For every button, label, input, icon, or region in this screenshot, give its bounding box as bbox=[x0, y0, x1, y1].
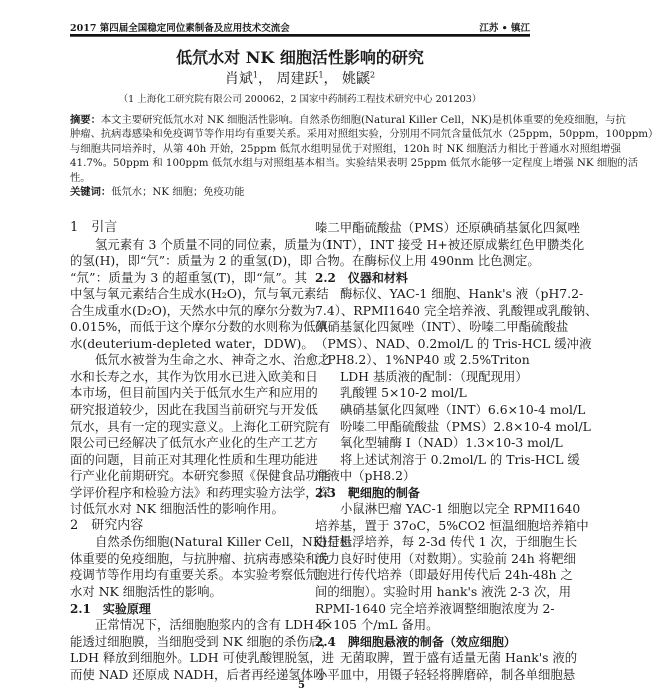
body-text-line: 氘水，具有一定的现实意义。上海化工研究院有 bbox=[70, 418, 331, 434]
subsection-heading: 2.3 靶细胞的制备 bbox=[315, 485, 420, 500]
body-text-line: 低氘水被誉为生命之水、神奇之水、治愈之 bbox=[95, 352, 331, 368]
body-text-line: 将上述试剂溶于 0.2mol/L 的 Tris-HCL 缓 bbox=[340, 451, 580, 467]
body-text-line: 碘硝基氯化四氮唑（INT）6.6×10-4 mol/L bbox=[340, 402, 586, 418]
body-text-line: 进行悬浮培养，每 2-3d 传代 1 次，于细胞生长 bbox=[315, 534, 578, 550]
body-text-line: 冲液中（pH8.2） bbox=[315, 468, 416, 484]
body-text-line: 氧化型辅酶 I（NAD）1.3×10-3 mol/L bbox=[340, 435, 563, 451]
body-text-line: 研究报道较少，因此在我国当前研究与开发低 bbox=[70, 402, 318, 418]
author: 周建跃 bbox=[276, 71, 319, 87]
body-text-line: 小平皿中，用镊子轻轻将脾磨碎，制各单细胞悬 bbox=[315, 666, 576, 682]
body-text-line: （INT），INT 接受 H+被还原成紫红色甲臜类化 bbox=[315, 236, 585, 252]
body-text-line: 活力良好时使用（对数期）。实验前 24h 将靶细 bbox=[315, 550, 576, 566]
body-text-line: 培养基，置于 37oC，5%CO2 恒温细胞培养箱中 bbox=[315, 517, 589, 533]
subsection-heading: 2.4 脾细胞悬液的制备（效应细胞） bbox=[315, 634, 516, 649]
body-text-line: （PMS）、NAD、0.2mol/L 的 Tris-HCL 缓冲液 bbox=[315, 335, 592, 351]
abstract-line: 本文主要研究低氘水对 NK 细胞活性影响。自然杀伤细胞(Natural Killer Cell，NK)是机体重要的免疫细胞，与抗 bbox=[100, 114, 626, 126]
abstract-line: 与细胞共同培养时，从第 40h 开始，25ppm 低氘水组明显优于对照组，120h 时 NK 细胞活力相比于普通水对照组增强 bbox=[70, 142, 621, 155]
author-affil-mark: 1 bbox=[252, 70, 258, 80]
body-text-line: 而使 NAD 还原成 NADH，后者再经递氢体吩 bbox=[70, 666, 326, 682]
affiliation: （1 上海化工研究院有限公司 200062，2 国家中药制药工程技术研究中心 201203） bbox=[118, 94, 482, 105]
body-text-line: 水对 NK 细胞活性的影响。 bbox=[70, 584, 222, 600]
body-text-line: 中氢与氧元素结合生成水(H₂O)，氘与氧元素结 bbox=[70, 286, 329, 302]
running-header-conference: 2017 第四届全国稳定同位素制备及应用技术交流会 bbox=[70, 23, 290, 34]
keywords: 低氘水；NK 细胞；免疫功能 bbox=[111, 185, 245, 198]
column-left bbox=[70, 220, 352, 683]
body-text-line: RPMI-1640 完全培养液调整细胞浓度为 2- bbox=[315, 600, 555, 616]
section-heading: 1 引言 bbox=[70, 220, 118, 235]
body-text-line: 嗪二甲酯硫酸盐（PMS）还原碘硝基氯化四氮唑 bbox=[315, 220, 580, 235]
body-text-line: 面的问题，目前正对其理化性质和生理功能进 bbox=[70, 451, 318, 467]
body-text-line: 水和长寿之水，其作为饮用水已进入欧美和日 bbox=[70, 368, 318, 384]
body-text-line: 行产业化前期研究。本研究参照《保健食品功能 bbox=[70, 468, 331, 484]
body-text-line: 的氢(H)，即“氕”：质量为 2 的重氢(D)，即 bbox=[70, 253, 312, 269]
body-text-line: 合物。在酶标仪上用 490nm 比色测定。 bbox=[315, 253, 540, 269]
body-text-line: “氘”：质量为 3 的超重氢(T)，即“氚”。其 bbox=[70, 269, 307, 285]
body-text-line: 0.015%，而低于这个摩尔分数的水则称为低氘 bbox=[70, 319, 328, 335]
body-text-line: 乳酸锂 5×10-2 mol/L bbox=[340, 385, 467, 401]
abstract-line: 41.7%。50ppm 和 100ppm 低氘水组与对照组基本相当。实验结果表明 25ppm 低氘水能够一定程度上增强 NK 细胞的活 bbox=[70, 157, 639, 170]
body-text-line: 疫调节等作用均有重要关系。本实验考察低氘 bbox=[70, 567, 318, 583]
body-text-line: 7.4）、RPMI1640 完全培养液、乳酸锂或乳酸钠、 bbox=[315, 302, 598, 318]
body-text-line: 酶标仪、YAC-1 细胞、Hank's 液（pH7.2- bbox=[340, 286, 584, 302]
body-text-line: 无菌取脾，置于盛有适量无菌 Hank's 液的 bbox=[340, 650, 578, 666]
body-text-line: 限公司已经解决了低氘水产业化的生产工艺方 bbox=[70, 435, 318, 451]
body-text-line: 学评价程序和检验方法》和药理实验方法学，探 bbox=[70, 484, 331, 500]
body-text-line: （PH8.2）、1%NP40 或 2.5%Triton bbox=[315, 352, 530, 368]
abstract-line: 性。 bbox=[70, 171, 91, 184]
page-number: 5 bbox=[298, 680, 305, 691]
body-text-line: 水(deuterium-depleted water，DDW)。 bbox=[70, 335, 314, 351]
author-list: 肖斌$^1$， 周建跃$^1$， 姚鼷$^2$ bbox=[224, 70, 376, 87]
author: 姚鼷 bbox=[342, 71, 370, 87]
body-text-line: 体重要的免疫细胞，与抗肿瘤、抗病毒感染和免 bbox=[70, 550, 331, 566]
running-header-location: 江苏 • 镇江 bbox=[479, 23, 530, 34]
body-text-line: 讨低氘水对 NK 细胞活性的影响作用。 bbox=[70, 501, 284, 517]
body-text-line: 自然杀伤细胞(Natural Killer Cell，NK)是机 bbox=[95, 534, 352, 550]
abstract-line: 肿瘤、抗病毒感染和免疫调节等作用均有重要关系。采用对照组实验，分别用不同氘含量低氘水（25ppm，50ppm，100ppm） bbox=[70, 128, 658, 141]
paper-title: 低氘水对 NK 细胞活性影响的研究 bbox=[176, 48, 424, 67]
body-text-line: LDH 释放到细胞外。LDH 可使乳酸锂脱氢，进 bbox=[70, 650, 335, 666]
body-text-line: 4×105 个/mL 备用。 bbox=[315, 617, 439, 633]
body-text-line: LDH 基质液的配制：（现配现用） bbox=[340, 368, 528, 384]
keywords-label: 关键词： bbox=[70, 185, 112, 198]
section-heading: 2 研究内容 bbox=[70, 517, 144, 533]
body-text-line: 本市场，但目前国内关于低氘水生产和应用的 bbox=[70, 385, 318, 401]
body-text-line: 间的细胞）。实验时用 hank's 液洗 2-3 次，用 bbox=[315, 584, 571, 600]
author-affil-mark: 1 bbox=[318, 70, 324, 80]
body-text-line: 小鼠淋巴瘤 YAC-1 细胞以完全 RPMI1640 bbox=[340, 501, 581, 517]
body-text-line: 能透过细胞膜，当细胞受到 NK 细胞的杀伤后， bbox=[70, 633, 334, 649]
subsection-heading: 2.1 实验原理 bbox=[70, 601, 151, 616]
body-text-line: 氢元素有 3 个质量不同的同位素，质量为 1 bbox=[95, 236, 334, 252]
body-text-line: 胞进行传代培养（即最好用传代后 24h-48h 之 bbox=[315, 567, 573, 583]
abstract bbox=[70, 113, 658, 199]
author-affil-mark: 2 bbox=[370, 70, 376, 80]
body-text-line: 正常情况下，活细胞胞浆内的含有 LDH 不 bbox=[95, 617, 331, 633]
author: 肖斌 bbox=[224, 71, 253, 87]
header-rule bbox=[70, 34, 530, 37]
body-text-line: 碘硝基氯化四氮唑（INT）、吩嗪二甲酯硫酸盐 bbox=[315, 319, 569, 335]
body-text-line: 吩嗪二甲酯硫酸盐（PMS）2.8×10-4 mol/L bbox=[340, 418, 591, 434]
body-text-line: 合生成重水(D₂O)，天然水中氘的摩尔分数为 bbox=[70, 302, 316, 318]
subsection-heading: 2.2 仪器和材料 bbox=[315, 270, 408, 285]
abstract-label: 摘要： bbox=[70, 114, 101, 126]
column-right bbox=[315, 220, 598, 683]
